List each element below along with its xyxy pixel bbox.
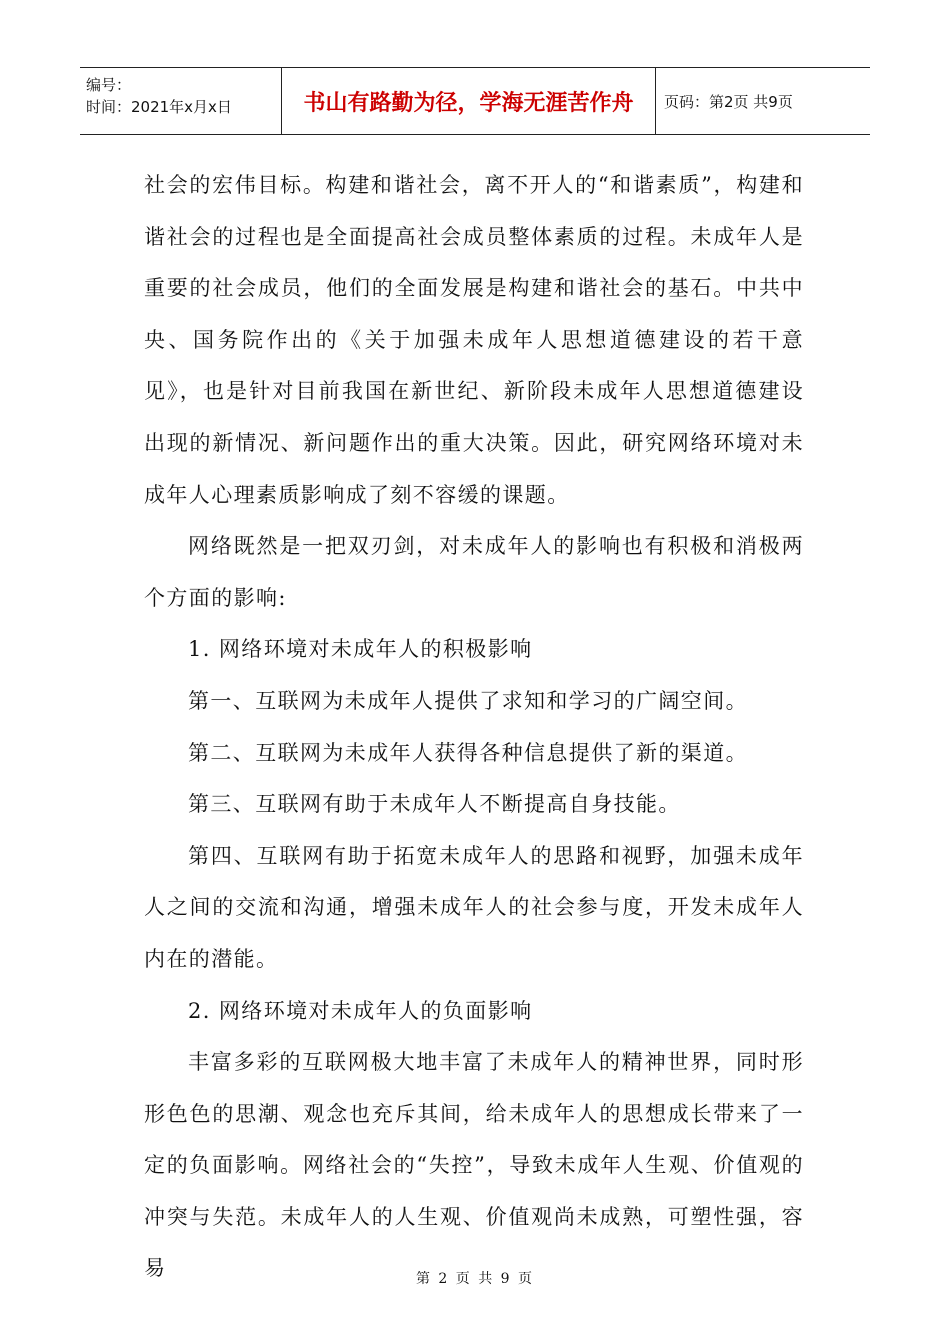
paragraph: 网络既然是一把双刃剑，对未成年人的影响也有积极和消极两个方面的影响: bbox=[144, 534, 804, 610]
header-meta bbox=[80, 68, 282, 134]
list-item: 第四、互联网有助于拓宽未成年人的思路和视野，加强未成年人之间的交流和沟通，增强未成年人的社会参与度，开发未成年人内在的潜能。 bbox=[144, 843, 804, 971]
list-item: 第三、互联网有助于未成年人不断提高自身技能。 bbox=[188, 792, 681, 817]
list-item: 第二、互联网为未成年人获得各种信息提供了新的渠道。 bbox=[188, 740, 748, 765]
page-header bbox=[80, 67, 870, 135]
page-footer: 第 2 页 共 9 页 bbox=[415, 1271, 535, 1287]
header-page-info: 页码：第2页 共9页 bbox=[664, 92, 793, 111]
document-body bbox=[144, 160, 804, 1295]
document-number-label: 编号： bbox=[86, 76, 132, 94]
paragraph: 社会的宏伟目标。构建和谐社会，离不开人的“和谐素质”，构建和谐社会的过程也是全面提高社会成员整体素质的过程。未成年人是重要的社会成员，他们的全面发展是构建和谐社会的基石。中共中央、国务院作出的《关于加强未成年人思想道德建设的若干意见》，也是针对目前我国在新世纪、新阶段未成年人思想道德建设出现的新情况、新问题作出的重大决策。因此，研究网络环境对未成年人心理素质影响成了刻不容缓的课题。 bbox=[144, 173, 804, 507]
paragraph: 丰富多彩的互联网极大地丰富了未成年人的精神世界，同时形形色色的思潮、观念也充斥其间，给未成年人的思想成长带来了一定的负面影响。网络社会的“失控”，导致未成年人生观、价值观的冲突与失范。未成年人的人生观、价值观尚未成熟，可塑性强，容易 bbox=[144, 1050, 804, 1281]
section-heading: 1. 网络环境对未成年人的积极影响 bbox=[188, 637, 533, 662]
document-date: 时间：2021年x月x日 bbox=[86, 98, 232, 116]
header-motto: 书山有路勤为径，学海无涯苦作舟 bbox=[282, 68, 656, 134]
list-item: 第一、互联网为未成年人提供了求知和学习的广阔空间。 bbox=[188, 688, 748, 713]
section-heading: 2. 网络环境对未成年人的负面影响 bbox=[188, 998, 533, 1023]
